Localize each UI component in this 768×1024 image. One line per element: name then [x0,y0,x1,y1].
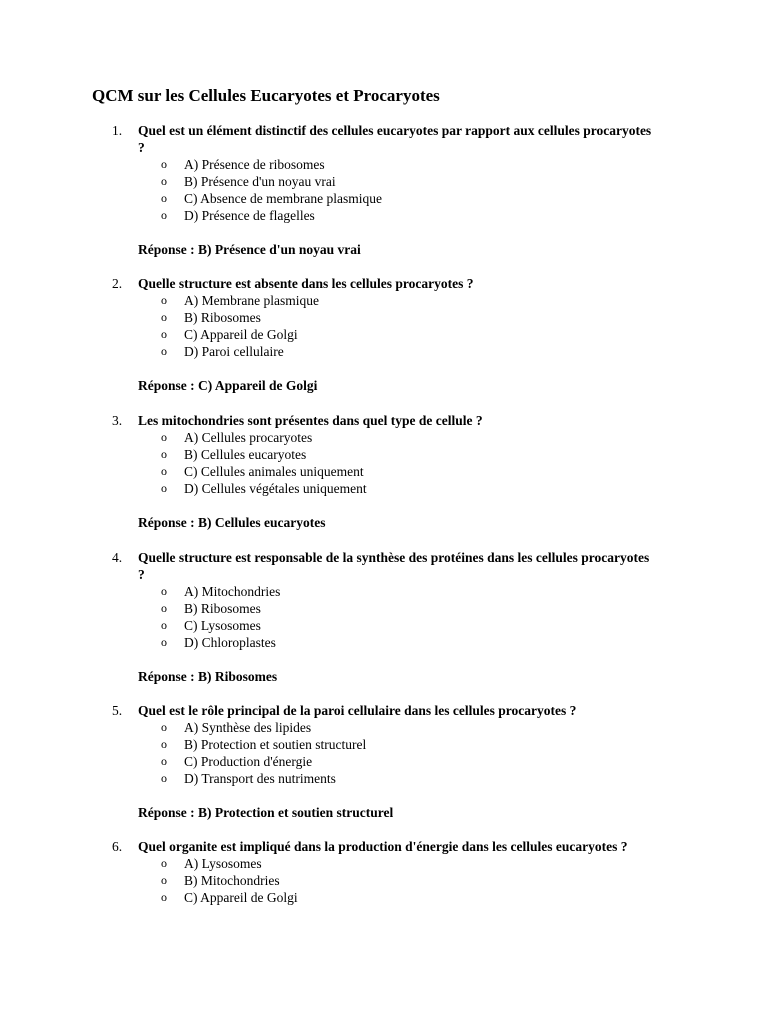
circle-bullet-icon: o [161,447,167,461]
circle-bullet-icon: o [161,856,167,870]
circle-bullet-icon: o [161,771,167,785]
question-text: Quel est un élément distinctif des cellules eucaryotes par rapport aux cellules procaryotes ? [138,123,652,155]
option-item [0,736,768,753]
option-item [0,889,768,906]
option-item [0,855,768,872]
option-text: D) Paroi cellulaire [184,344,284,359]
question-block [0,549,768,685]
circle-bullet-icon: o [161,481,167,495]
question-header [0,412,768,429]
option-item [0,480,768,497]
option-text: A) Membrane plasmique [184,293,319,308]
option-item [0,173,768,190]
question-number: 3. [112,413,123,428]
option-text: A) Cellules procaryotes [184,430,313,445]
option-item [0,446,768,463]
option-item [0,583,768,600]
option-item [0,719,768,736]
circle-bullet-icon: o [161,293,167,307]
question-text: Quelle structure est responsable de la synthèse des protéines dans les cellules procaryotes ? [138,550,650,582]
option-text: C) Cellules animales uniquement [184,464,364,479]
option-list [0,292,768,360]
option-list [0,719,768,787]
circle-bullet-icon: o [161,584,167,598]
option-text: D) Transport des nutriments [184,771,336,786]
option-text: C) Lysosomes [184,618,261,633]
circle-bullet-icon: o [161,208,167,222]
option-text: B) Cellules eucaryotes [184,447,307,462]
option-text: A) Présence de ribosomes [184,157,325,172]
option-text: C) Production d'énergie [184,754,313,769]
option-text: B) Protection et soutien structurel [184,737,367,752]
option-text: A) Synthèse des lipides [184,720,312,735]
circle-bullet-icon: o [161,873,167,887]
question-number: 4. [112,550,123,565]
option-list [0,583,768,651]
answer-text: Réponse : B) Présence d'un noyau vrai [138,242,361,257]
question-text: Quelle structure est absente dans les cellules procaryotes ? [138,276,474,291]
option-item [0,463,768,480]
circle-bullet-icon: o [161,344,167,358]
option-text: A) Lysosomes [184,856,262,871]
option-item [0,770,768,787]
option-text: C) Absence de membrane plasmique [184,191,382,206]
question-header [0,122,768,156]
question-block [0,838,768,906]
circle-bullet-icon: o [161,310,167,324]
option-text: B) Ribosomes [184,310,261,325]
answer-text: Réponse : B) Cellules eucaryotes [138,515,326,530]
answer-text: Réponse : C) Appareil de Golgi [138,378,318,393]
option-text: D) Présence de flagelles [184,208,315,223]
option-item [0,156,768,173]
question-block [0,122,768,258]
question-block [0,702,768,821]
answer-text: Réponse : B) Protection et soutien structurel [138,805,394,820]
option-item [0,326,768,343]
option-text: A) Mitochondries [184,584,281,599]
option-item [0,190,768,207]
circle-bullet-icon: o [161,174,167,188]
circle-bullet-icon: o [161,157,167,171]
option-item [0,309,768,326]
question-header [0,838,768,855]
option-list [0,156,768,224]
page-title: QCM sur les Cellules Eucaryotes et Procaryotes [92,86,440,105]
circle-bullet-icon: o [161,737,167,751]
question-number: 6. [112,839,123,854]
option-item [0,600,768,617]
circle-bullet-icon: o [161,327,167,341]
option-item [0,753,768,770]
circle-bullet-icon: o [161,754,167,768]
circle-bullet-icon: o [161,890,167,904]
question-number: 1. [112,123,123,138]
option-text: C) Appareil de Golgi [184,890,298,905]
question-header [0,275,768,292]
option-item [0,292,768,309]
question-header [0,549,768,583]
option-list [0,429,768,497]
circle-bullet-icon: o [161,191,167,205]
circle-bullet-icon: o [161,601,167,615]
question-block [0,412,768,531]
option-text: B) Mitochondries [184,873,280,888]
question-text: Les mitochondries sont présentes dans quel type de cellule ? [138,413,483,428]
question-number: 2. [112,276,123,291]
circle-bullet-icon: o [161,635,167,649]
option-text: D) Cellules végétales uniquement [184,481,367,496]
question-header [0,702,768,719]
question-text: Quel organite est impliqué dans la production d'énergie dans les cellules eucaryotes ? [138,839,628,854]
question-block [0,275,768,394]
circle-bullet-icon: o [161,720,167,734]
option-list [0,855,768,906]
question-text: Quel est le rôle principal de la paroi cellulaire dans les cellules procaryotes ? [138,703,577,718]
option-item [0,429,768,446]
circle-bullet-icon: o [161,464,167,478]
option-text: B) Ribosomes [184,601,261,616]
circle-bullet-icon: o [161,618,167,632]
option-text: C) Appareil de Golgi [184,327,298,342]
option-item [0,872,768,889]
option-text: B) Présence d'un noyau vrai [184,174,336,189]
circle-bullet-icon: o [161,430,167,444]
question-number: 5. [112,703,123,718]
option-item [0,634,768,651]
option-item [0,343,768,360]
option-item [0,617,768,634]
option-item [0,207,768,224]
option-text: D) Chloroplastes [184,635,276,650]
answer-text: Réponse : B) Ribosomes [138,669,278,684]
